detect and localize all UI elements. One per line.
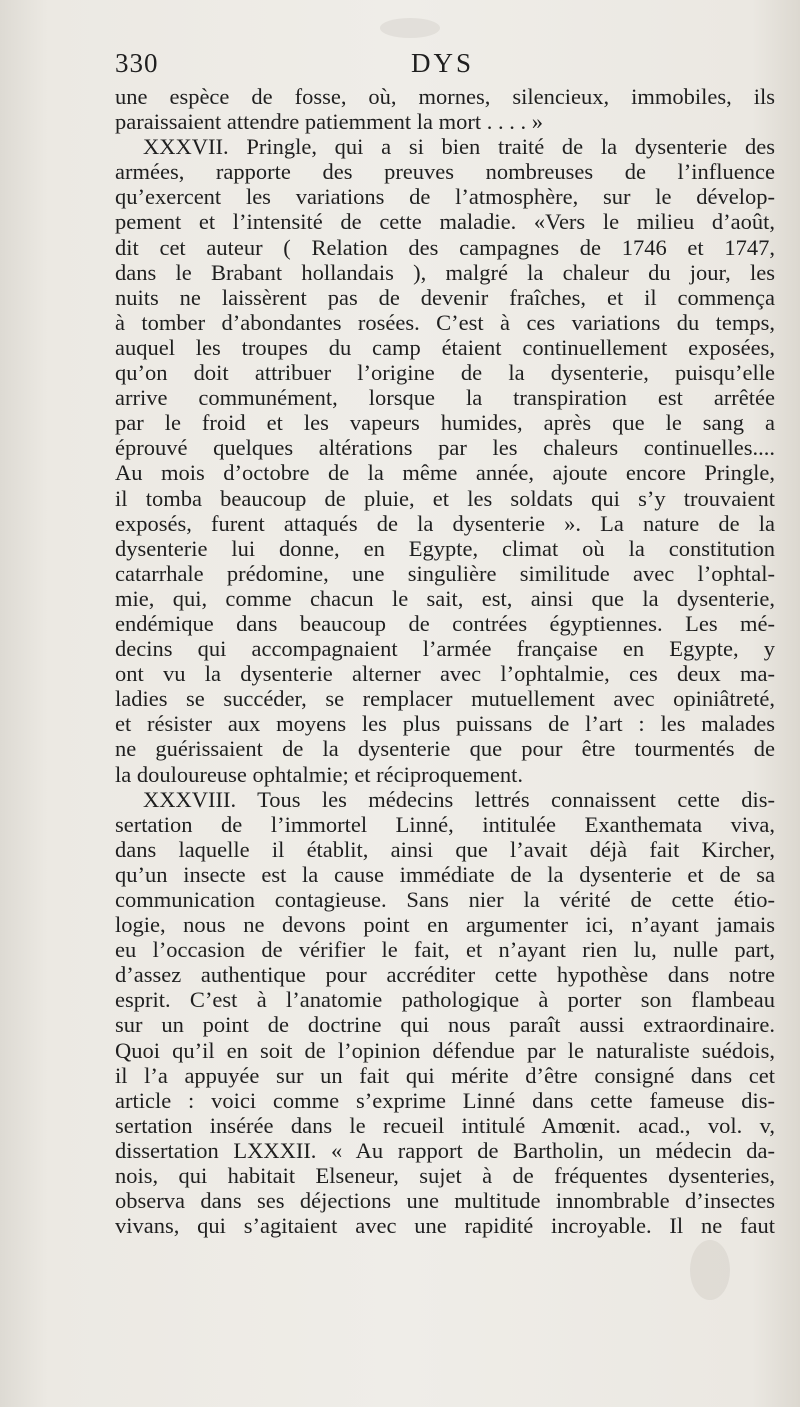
text-line: armées, rapporte des preuves nombreuses de l’influence <box>115 159 775 185</box>
text-line: ont vu la dysenterie alterner avec l’ophtalmie, ces deux ma- <box>115 661 775 687</box>
text-line: arrive communément, lorsque la transpiration est arrêtée <box>115 385 775 411</box>
paper-stain <box>690 1240 730 1300</box>
text-line: ladies se succéder, se remplacer mutuellement avec opiniâtreté, <box>115 686 775 712</box>
text-line: exposés, furent attaqués de la dysenterie ». La nature de la <box>115 510 775 536</box>
text-line: esprit. C’est à l’anatomie pathologique à porter son flambeau <box>115 987 775 1013</box>
text-line: decins qui accompagnaient l’armée française en Egypte, y <box>115 636 775 662</box>
running-head: DYS <box>410 48 474 78</box>
text-line: sur un point de doctrine qui nous paraît aussi extraordinaire. <box>115 1012 775 1038</box>
text-line: par le froid et les vapeurs humides, après que le sang a <box>115 410 775 436</box>
text-line: communication contagieuse. Sans nier la vérité de cette étio- <box>115 887 775 912</box>
text-line: qu’un insecte est la cause immédiate de la dysenterie et de sa <box>115 861 775 887</box>
text-line: eu l’occasion de vérifier le fait, et n’ayant rien lu, nulle part, <box>115 937 775 963</box>
body-text <box>115 84 775 1238</box>
text-line: paraissaient attendre patiemment la mort . . . . » <box>115 109 543 135</box>
text-line: logie, nous ne devons point en argumenter ici, n’ayant jamais <box>115 912 775 938</box>
text-line: auquel les troupes du camp étaient continuellement exposées, <box>115 334 775 360</box>
text-line: la douloureuse ophtalmie; et réciproquement. <box>115 761 523 787</box>
text-line: mie, qui, comme chacun le sait, est, ainsi que la dysenterie, <box>115 585 775 611</box>
text-line: qu’on doit attribuer l’origine de la dysenterie, puisqu’elle <box>115 360 775 386</box>
text-line: dysenterie lui donne, en Egypte, climat où la constitution <box>115 535 775 561</box>
text-line: une espèce de fosse, où, mornes, silencieux, immobiles, ils <box>115 84 775 109</box>
text-line: sertation de l’immortel Linné, intitulée Exanthemata viva, <box>115 811 775 837</box>
text-line: il l’a appuyée sur un fait qui mérite d’être consigné dans cet <box>115 1062 775 1088</box>
text-line: d’assez authentique pour accréditer cette hypothèse dans notre <box>115 962 775 988</box>
text-line: vivans, qui s’agitaient avec une rapidité incroyable. Il ne faut <box>115 1213 775 1239</box>
text-line: sertation insérée dans le recueil intitulé Amœnit. acad., vol. v, <box>115 1112 775 1138</box>
text-line: article : voici comme s’exprime Linné dans cette fameuse dis- <box>115 1087 775 1113</box>
text-line: à tomber d’abondantes rosées. C’est à ces variations du temps, <box>115 309 775 335</box>
text-line: qu’exercent les variations de l’atmosphère, sur le dévelop- <box>115 184 775 210</box>
text-line: Au mois d’octobre de la même année, ajoute encore Pringle, <box>115 460 775 486</box>
text-line: nuits ne laissèrent pas de devenir fraîches, et il commença <box>115 284 775 310</box>
page-number: 330 <box>115 48 159 78</box>
text-line: nois, qui habitait Elseneur, sujet à de fréquentes dysenteries, <box>115 1163 775 1189</box>
text-line: catarrhale prédomine, une singulière similitude avec l’ophtal- <box>115 560 775 586</box>
text-line: endémique dans beaucoup de contrées égyptiennes. Les mé- <box>115 610 775 636</box>
text-line: ne guérissaient de la dysenterie que pour être tourmentés de <box>115 736 775 762</box>
text-line: dans laquelle il établit, ainsi que l’avait déjà fait Kircher, <box>115 836 775 862</box>
text-line: XXXVIII. Tous les médecins lettrés connaissent cette dis- <box>143 786 775 812</box>
text-line: dit cet auteur ( Relation des campagnes de 1746 et 1747, <box>115 234 775 260</box>
text-line: pement et l’intensité de cette maladie. «Vers le milieu d’août, <box>115 209 775 235</box>
text-line: et résister aux moyens les plus puissans de l’art : les malades <box>115 711 775 737</box>
text-line: dans le Brabant hollandais ), malgré la chaleur du jour, les <box>115 259 775 285</box>
text-line: observa dans ses déjections une multitude innombrable d’insectes <box>115 1188 775 1214</box>
paper-stain <box>380 18 440 38</box>
text-line: il tomba beaucoup de pluie, et les soldats qui s’y trouvaient <box>115 485 775 511</box>
text-line: XXXVII. Pringle, qui a si bien traité de la dysenterie des <box>143 134 775 160</box>
text-line: éprouvé quelques altérations par les chaleurs continuelles.... <box>115 435 775 461</box>
text-line: dissertation LXXXII. « Au rapport de Bartholin, un médecin da- <box>115 1137 775 1163</box>
page-header <box>115 48 770 82</box>
text-line: Quoi qu’il en soit de l’opinion défendue par le naturaliste suédois, <box>115 1037 775 1063</box>
